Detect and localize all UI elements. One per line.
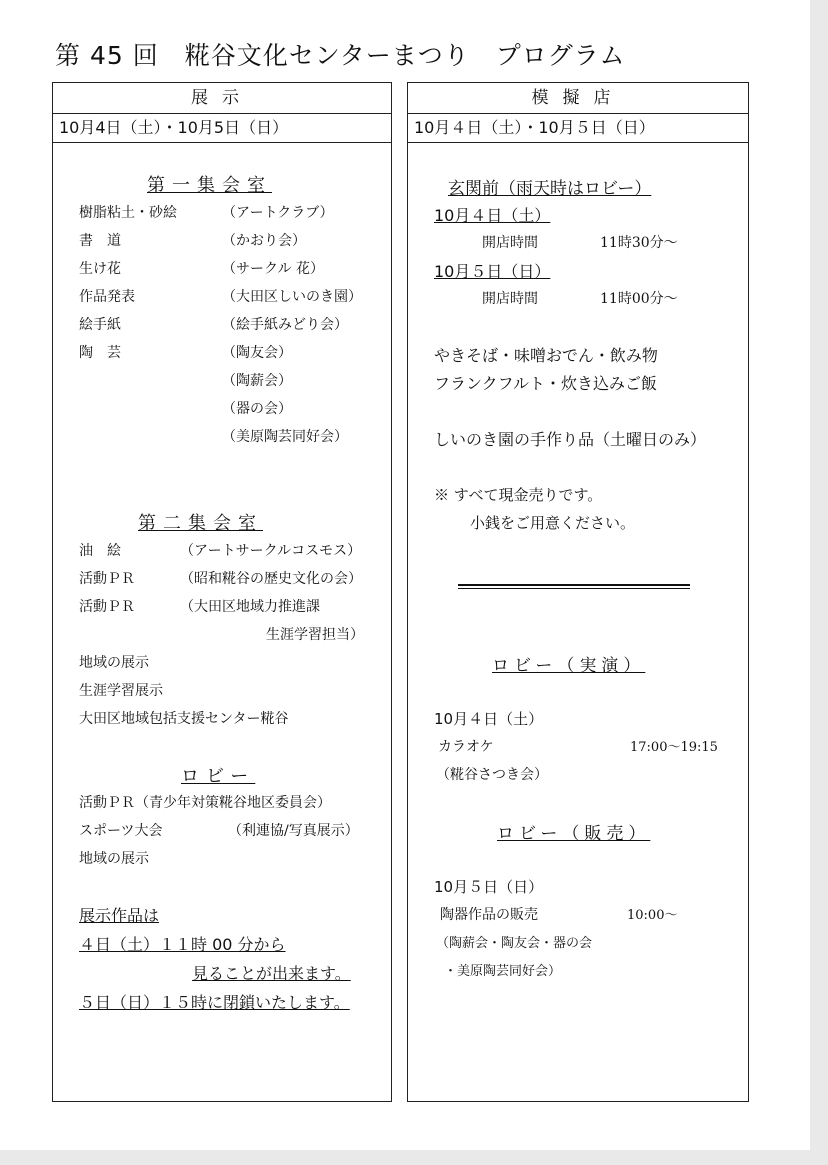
lobby-heading: ロビー: [181, 766, 256, 787]
food-list-line: フランクフルト・炊き込みご飯: [434, 374, 658, 393]
entrance-day1: 10月４日（土）: [434, 206, 551, 225]
open-time-label: 開店時間: [482, 235, 538, 251]
notice-line: 展示作品は: [79, 906, 160, 925]
performance-time: 17:00～19:15: [630, 740, 718, 755]
room1-item-group: （サークル 花）: [222, 261, 325, 277]
page-title: 第 45 回 糀谷文化センターまつり プログラム: [55, 41, 626, 70]
room2-item-name: 活動ＰＲ: [79, 599, 135, 615]
room2-item-group: （大田区地域力推進課: [180, 599, 320, 615]
room1-item-group: （アートクラブ）: [222, 205, 334, 221]
sale-event: 陶器作品の販売: [440, 907, 538, 923]
lobby-item: 地域の展示: [79, 851, 149, 867]
notice-line: ４日（土）１１時 00 分から: [79, 935, 286, 954]
room2-list-item: 生涯学習展示: [79, 683, 163, 699]
room1-item-group: （かおり会）: [222, 233, 306, 249]
lobby-item-group: （利連協/写真展示）: [228, 823, 359, 839]
sale-groups: ・美原陶芸同好会）: [444, 964, 562, 979]
room2-item-name: 活動ＰＲ: [79, 571, 135, 587]
notice-line: ５日（日）１５時に閉鎖いたします。: [79, 993, 350, 1012]
room1-item-name: 作品発表: [79, 289, 135, 305]
room2-item-group: （アートサークルコスモス）: [180, 543, 362, 559]
performance-date: 10月４日（土）: [434, 710, 544, 728]
open-time-label: 開店時間: [482, 291, 538, 307]
room1-item-name: 書 道: [79, 233, 121, 249]
exhibition-header: 展示: [53, 83, 391, 114]
room2-item-name: 油 絵: [79, 543, 121, 559]
notice-line: 見ることが出来ます。: [192, 964, 351, 983]
performance-group: （糀谷さつき会）: [436, 767, 548, 783]
exhibition-dates: 10月4日（土）・10月5日（日）: [53, 114, 391, 143]
room1-item-name: 陶 芸: [79, 345, 121, 361]
sale-time: 10:00～: [627, 908, 678, 923]
room1-extra-group: （器の会）: [222, 401, 292, 417]
entrance-day2: 10月５日（日）: [434, 262, 551, 281]
room2-item-group: （昭和糀谷の歴史文化の会）: [180, 571, 362, 587]
room1-heading: 第一集会室: [147, 175, 272, 196]
food-stall-dates: 10月４日（土）・10月５日（日）: [408, 114, 748, 143]
room2-list-item: 大田区地域包括支援センター糀谷: [79, 711, 289, 727]
room1-item-name: 生け花: [79, 261, 121, 277]
room1-extra-group: （陶薪会）: [222, 373, 292, 389]
sale-heading: ロビー（販売）: [497, 824, 651, 844]
room2-item-group-cont: 生涯学習担当）: [266, 627, 364, 643]
room1-item-group: （陶友会）: [222, 345, 292, 361]
room2-heading: 第二集会室: [138, 513, 263, 534]
food-list-line: やきそば・味噌おでん・飲み物: [434, 346, 658, 365]
performance-heading: ロビー（実演）: [492, 656, 646, 676]
open-time-value: 11時00分～: [600, 291, 678, 307]
cash-note: ※ すべて現金売りです。: [434, 486, 603, 504]
lobby-item-name: スポーツ大会: [79, 823, 163, 839]
room1-item-group: （大田区しいのき園）: [222, 289, 362, 305]
room2-list-item: 地域の展示: [79, 655, 149, 671]
handmade-goods: しいのき園の手作り品（土曜日のみ）: [434, 430, 707, 449]
room1-extra-group: （美原陶芸同好会）: [222, 429, 348, 445]
room1-item-group: （絵手紙みどり会）: [222, 317, 348, 333]
sale-groups: （陶薪会・陶友会・器の会: [436, 936, 593, 951]
room1-item-name: 樹脂粘土・砂絵: [79, 205, 177, 221]
performance-event: カラオケ: [438, 739, 494, 755]
room1-item-name: 絵手紙: [79, 317, 121, 333]
lobby-item: 活動ＰＲ（青少年対策糀谷地区委員会）: [79, 795, 331, 811]
divider: [458, 584, 690, 589]
entrance-heading: 玄関前（雨天時はロビー）: [448, 179, 652, 199]
cash-note: 小銭をご用意ください。: [470, 514, 636, 532]
food-stall-header: 模擬店: [408, 83, 748, 114]
open-time-value: 11時30分～: [600, 235, 678, 251]
sale-date: 10月５日（日）: [434, 878, 544, 896]
